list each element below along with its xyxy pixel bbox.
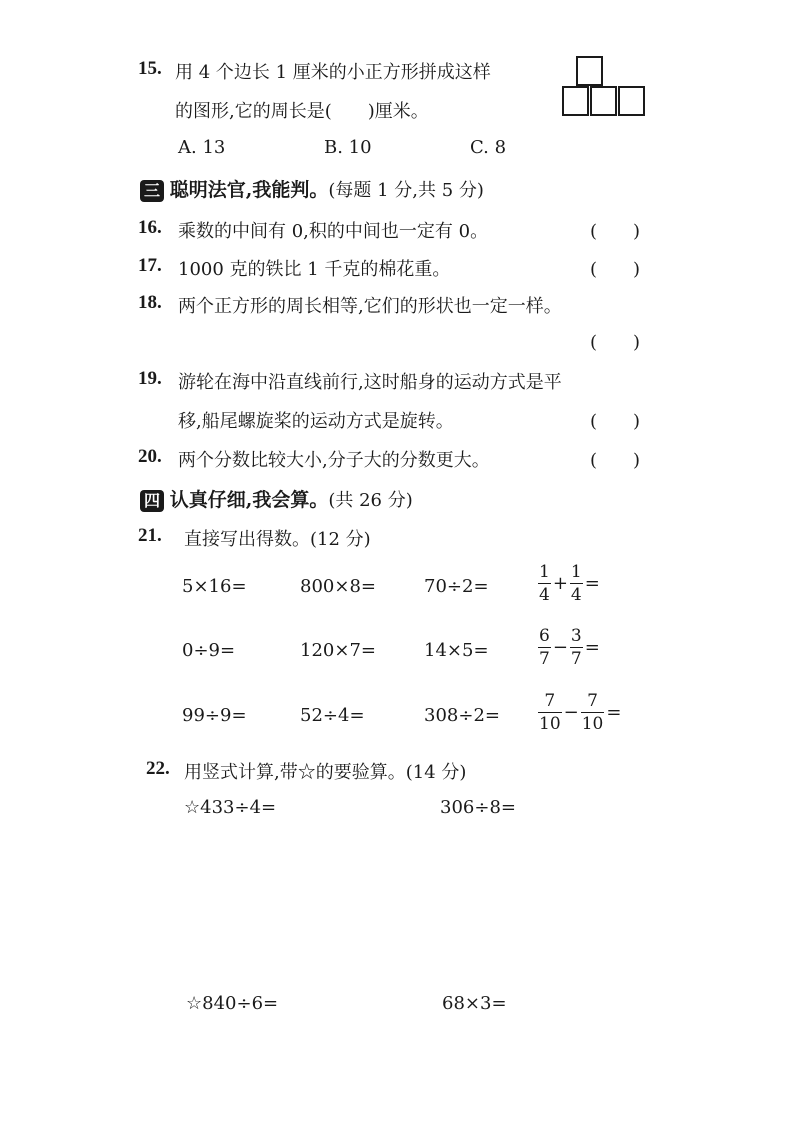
equals-sign: =	[584, 573, 600, 594]
section-3-header	[140, 175, 484, 202]
question-19-text-line1: 游轮在海中沿直线前行,这时船身的运动方式是平	[178, 372, 562, 393]
question-number-20: 20.	[138, 446, 162, 467]
question-number-16: 16.	[138, 217, 162, 238]
fraction-denominator: 4	[570, 585, 582, 605]
option-b: B. 10	[324, 137, 372, 158]
calc-120x7: 120×7=	[300, 640, 376, 661]
question-18-text: 两个正方形的周长相等,它们的形状也一定一样。	[178, 296, 562, 317]
calc-800x8: 800×8=	[300, 576, 376, 597]
calc-52div4: 52÷4=	[300, 705, 365, 726]
question-number-15: 15.	[138, 58, 162, 79]
section-4-note: (共 26 分)	[328, 490, 413, 511]
question-number-21: 21.	[138, 525, 162, 546]
question-number-22: 22.	[146, 758, 170, 779]
fraction-numerator: 1	[570, 562, 582, 582]
vertical-calc-433div4: ☆433÷4=	[184, 797, 277, 818]
section-4-title: 认真仔细,我会算。	[169, 489, 329, 511]
fraction-numerator: 3	[570, 626, 582, 646]
question-17-text: 1000 克的铁比 1 千克的棉花重。	[178, 259, 451, 280]
fraction-numerator: 7	[544, 691, 556, 711]
fraction-denominator: 7	[539, 649, 550, 669]
operator: +	[552, 573, 568, 594]
answer-paren-17[interactable]: ( )	[590, 259, 641, 280]
question-21-title: 直接写出得数。(12 分)	[184, 529, 371, 550]
section-4-icon: 四	[140, 490, 164, 512]
fraction-numerator: 6	[539, 626, 550, 646]
fraction-numerator: 1	[539, 562, 550, 582]
question-15-text-line1: 用 4 个边长 1 厘米的小正方形拼成这样	[175, 62, 491, 83]
operator: −	[563, 702, 579, 723]
question-16-text: 乘数的中间有 0,积的中间也一定有 0。	[178, 221, 489, 242]
calc-5x16: 5×16=	[182, 576, 247, 597]
four-squares-figure	[562, 56, 648, 120]
equals-sign: =	[606, 702, 622, 723]
answer-paren-19[interactable]: ( )	[590, 411, 641, 432]
option-a: A. 13	[178, 137, 226, 158]
calc-14x5: 14×5=	[424, 640, 489, 661]
calc-70div2: 70÷2=	[424, 576, 489, 597]
question-number-17: 17.	[138, 255, 162, 276]
answer-paren-20[interactable]: ( )	[590, 450, 641, 471]
fraction-numerator: 7	[587, 691, 598, 711]
fraction-denominator: 4	[539, 585, 550, 605]
question-22-title: 用竖式计算,带☆的要验算。(14 分)	[184, 762, 467, 783]
question-19-text-line2: 移,船尾螺旋桨的运动方式是旋转。	[178, 411, 454, 432]
calc-fraction-3	[538, 691, 623, 734]
operator: −	[552, 637, 568, 658]
question-20-text: 两个分数比较大小,分子大的分数更大。	[178, 450, 490, 471]
section-3-icon: 三	[140, 180, 164, 202]
fraction-denominator: 10	[581, 714, 604, 734]
calc-fraction-2	[538, 626, 602, 669]
calc-308div2: 308÷2=	[424, 705, 500, 726]
vertical-calc-68x3: 68×3=	[442, 993, 507, 1014]
option-c: C. 8	[470, 137, 507, 158]
fraction-denominator: 7	[570, 649, 582, 669]
vertical-calc-306div8: 306÷8=	[440, 797, 516, 818]
vertical-calc-840div6: ☆840÷6=	[186, 993, 279, 1014]
calc-fraction-1	[538, 562, 602, 605]
answer-paren-18[interactable]: ( )	[590, 332, 641, 353]
section-3-note: (每题 1 分,共 5 分)	[328, 180, 484, 201]
section-4-header	[140, 485, 413, 512]
fraction-denominator: 10	[539, 714, 561, 734]
question-number-19: 19.	[138, 368, 162, 389]
calc-0div9: 0÷9=	[182, 640, 236, 661]
answer-paren-16[interactable]: ( )	[590, 221, 641, 242]
calc-99div9: 99÷9=	[182, 705, 247, 726]
question-15-text-line2: 的图形,它的周长是( )厘米。	[175, 101, 429, 122]
question-number-18: 18.	[138, 292, 162, 313]
section-3-title: 聪明法官,我能判。	[169, 179, 329, 201]
equals-sign: =	[584, 637, 600, 658]
